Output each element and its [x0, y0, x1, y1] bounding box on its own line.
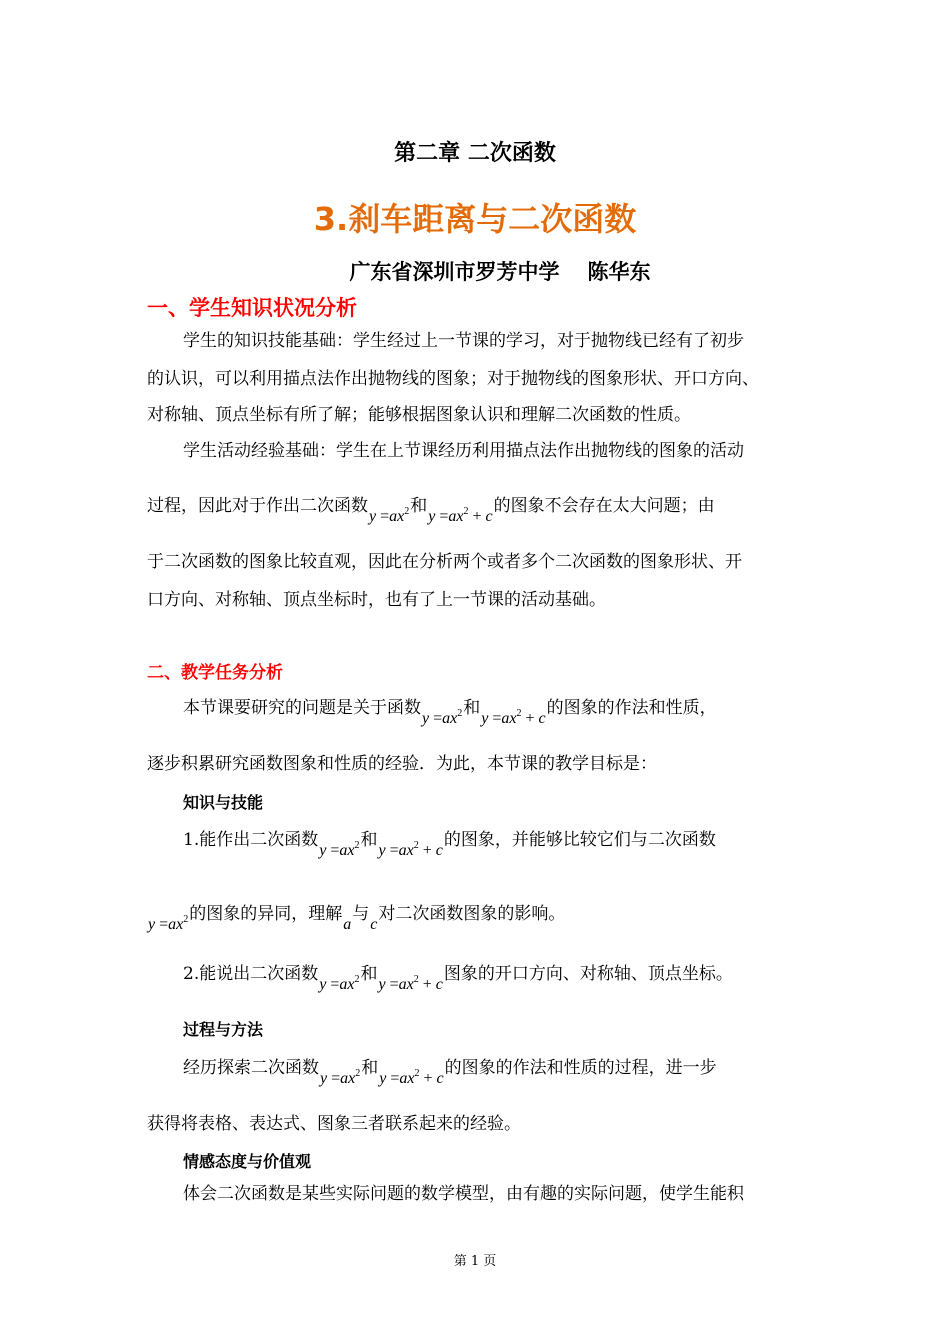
section1-heading: 一、学生知识状况分析: [147, 296, 357, 320]
chapter-title: 第二章 二次函数: [394, 141, 556, 166]
knowledge-item1: 1.能作出二次函数$y =ax^2$和$y =ax^2 + c$的图象，并能够比较它们与二次函数: [183, 830, 716, 859]
s1-p2-line4: 口方向、对称轴、顶点坐标时，也有了上一节课的活动基础。: [147, 590, 606, 610]
knowledge-item2: 2.能说出二次函数$y =ax^2$和$y =ax^2 + c$图象的开口方向、对称轴、顶点坐标。: [183, 964, 733, 993]
variable-a: a: [343, 916, 352, 933]
formula-y-ax2: $y =ax^2$: [148, 914, 189, 933]
attitude-heading: 情感态度与价值观: [183, 1152, 312, 1171]
knowledge-heading: 知识与技能: [183, 793, 264, 812]
page-number: 第 1 页: [453, 1254, 497, 1269]
s2-p1-line1: 本节课要研究的问题是关于函数$y =ax^2$和$y =ax^2 + c$的图象的作法和性质，: [183, 698, 717, 727]
author-line: [0, 256, 950, 286]
process-heading: 过程与方法: [183, 1020, 264, 1039]
variable-c: c: [370, 916, 378, 933]
s1-p2-line3: 于二次函数的图象比较直观，因此在分析两个或者多个二次函数的图象形状、开: [147, 552, 742, 572]
formula-y-ax2-plus-c: $y =ax^2 + c$: [428, 506, 493, 525]
author-name: 陈华东: [587, 260, 651, 284]
formula-y-ax2-plus-c: $y =ax^2 + c$: [378, 840, 443, 859]
formula-y-ax2: $y =ax^2$: [319, 974, 360, 993]
s2-p1-line2: 逐步积累研究函数图象和性质的经验．为此，本节课的教学目标是：: [147, 754, 657, 774]
formula-y-ax2: $y =ax^2$: [369, 506, 410, 525]
process-line1: 经历探索二次函数$y =ax^2$和$y =ax^2 + c$的图象的作法和性质的过程，进一步: [183, 1058, 717, 1087]
section2-heading: 二、教学任务分析: [147, 663, 283, 683]
formula-y-ax2-plus-c: $y =ax^2 + c$: [481, 708, 546, 727]
attitude-line1: 体会二次函数是某些实际问题的数学模型，由有趣的实际问题，使学生能积: [183, 1184, 744, 1204]
author-school: 广东省深圳市罗芳中学: [349, 260, 560, 284]
formula-y-ax2: $y =ax^2$: [320, 1068, 361, 1087]
s1-p2-line2: 过程，因此对于作出二次函数$y =ax^2$和$y =ax^2 + c$的图象不会存在太大问题；由: [147, 496, 715, 525]
s1-p1-line1: 学生的知识技能基础：学生经过上一节课的学习，对于抛物线已经有了初步: [183, 331, 744, 351]
knowledge-item1-line2: $y =ax^2$的图象的异同，理解a与c对二次函数图象的影响。: [148, 904, 566, 933]
s1-p1-line3: 对称轴、顶点坐标有所了解；能够根据图象认识和理解二次函数的性质。: [147, 405, 691, 425]
formula-y-ax2-plus-c: $y =ax^2 + c$: [378, 974, 443, 993]
formula-y-ax2: $y =ax^2$: [422, 708, 463, 727]
lesson-title: 3.刹车距离与二次函数: [313, 200, 637, 238]
formula-y-ax2-plus-c: $y =ax^2 + c$: [379, 1068, 444, 1087]
formula-y-ax2: $y =ax^2$: [319, 840, 360, 859]
s1-p1-line2: 的认识，可以利用描点法作出抛物线的图象；对于抛物线的图象形状、开口方向、: [147, 369, 759, 389]
process-line2: 获得将表格、表达式、图象三者联系起来的经验。: [147, 1114, 521, 1134]
s1-p2-line1: 学生活动经验基础：学生在上节课经历利用描点法作出抛物线的图象的活动: [183, 441, 744, 461]
